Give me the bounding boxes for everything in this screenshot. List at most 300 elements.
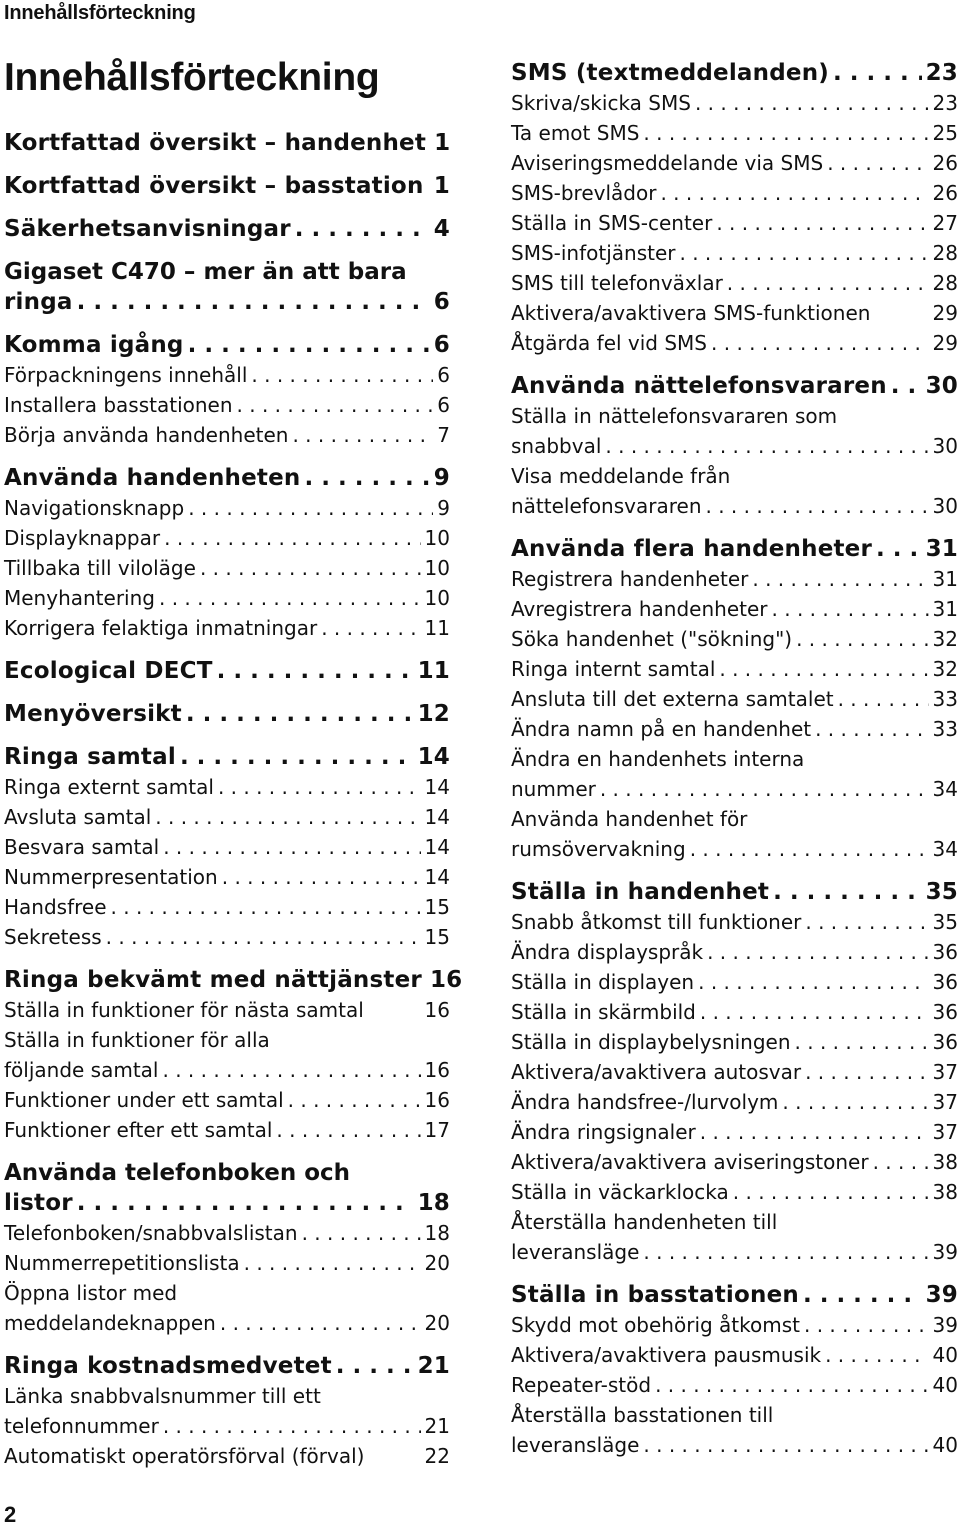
- entry-title: Ansluta till det externa samtalet: [511, 687, 834, 711]
- entry-row: [4, 1308, 450, 1338]
- entry-page-number: 1: [433, 173, 450, 199]
- dot-leader: [805, 1057, 928, 1087]
- dot-leader: [655, 1370, 928, 1400]
- dot-leader: [795, 1027, 929, 1057]
- entry-title: Söka handenhet ("sökning"): [511, 627, 793, 651]
- entry-title-line: Ändra en handenhets interna: [511, 747, 805, 771]
- entry-row: [4, 742, 450, 772]
- entry-page-number: 16: [429, 967, 463, 993]
- entry-page-number: 32: [932, 657, 958, 681]
- entry-page-number: 40: [932, 1343, 958, 1367]
- entry-title-line: Länka snabbvalsnummer till ett: [4, 1384, 321, 1408]
- toc-section-entry[interactable]: [511, 967, 958, 997]
- entry-title: Börja använda handenheten: [4, 423, 289, 447]
- entry-page-number: 14: [417, 744, 450, 770]
- entry-title: Nummerpresentation: [4, 865, 218, 889]
- toc-section-entry[interactable]: [511, 1207, 958, 1267]
- toc-chapter-entry[interactable]: [511, 1280, 958, 1310]
- entry-title: Ringa internt samtal: [511, 657, 716, 681]
- entry-row: [511, 118, 958, 148]
- dot-leader: [752, 564, 928, 594]
- toc-chapter-entry[interactable]: [4, 1351, 450, 1381]
- toc-chapter-entry[interactable]: [511, 534, 958, 564]
- toc-section-entry[interactable]: [4, 1278, 450, 1338]
- entry-title: listor: [4, 1190, 73, 1216]
- entry-page-number: 40: [932, 1433, 958, 1457]
- entry-row: [4, 1218, 450, 1248]
- entry-title: Avsluta samtal: [4, 805, 152, 829]
- entry-page-number: 21: [424, 1414, 450, 1438]
- dot-leader: [188, 330, 430, 360]
- toc-section-entry[interactable]: [4, 1085, 450, 1115]
- dot-leader: [111, 892, 421, 922]
- toc-chapter-entry[interactable]: [4, 742, 450, 772]
- toc-section-entry[interactable]: [4, 1218, 450, 1248]
- dot-leader: [605, 431, 928, 461]
- entry-title: Besvara samtal: [4, 835, 160, 859]
- toc-section-entry[interactable]: [4, 360, 450, 390]
- entry-page-number: 38: [932, 1150, 958, 1174]
- dot-leader: [876, 534, 922, 564]
- toc-section-entry[interactable]: [511, 88, 958, 118]
- entry-title: Ställa in SMS-center: [511, 211, 713, 235]
- toc-chapter-entry[interactable]: [4, 1158, 450, 1218]
- toc-section-entry[interactable]: [511, 328, 958, 358]
- toc-chapter-entry[interactable]: [511, 58, 958, 88]
- dot-leader: [237, 390, 434, 420]
- entry-row: [4, 613, 450, 643]
- dot-leader: [706, 491, 929, 521]
- toc-section-entry[interactable]: [4, 390, 450, 420]
- entry-row: [511, 1310, 958, 1340]
- toc-section-entry[interactable]: [511, 148, 958, 178]
- toc-section-entry[interactable]: [4, 523, 450, 553]
- entry-title: Ändra namn på en handenhet: [511, 717, 812, 741]
- toc-section-entry[interactable]: [511, 624, 958, 654]
- entry-title-line: Ställa in nättelefonsvararen som: [511, 404, 838, 428]
- toc-section-entry[interactable]: [511, 1340, 958, 1370]
- toc-section-entry[interactable]: [511, 1117, 958, 1147]
- toc-chapter-entry[interactable]: [4, 965, 463, 995]
- toc-chapter-entry[interactable]: [4, 699, 450, 729]
- dot-leader: [803, 1280, 922, 1310]
- entry-title: Förpackningens innehåll: [4, 363, 248, 387]
- dot-leader: [217, 656, 414, 686]
- toc-section-entry[interactable]: [511, 208, 958, 238]
- dot-leader: [891, 371, 922, 401]
- entry-row: [4, 965, 463, 995]
- toc-chapter-entry[interactable]: [4, 463, 450, 493]
- toc-section-entry[interactable]: [4, 1248, 450, 1278]
- entry-page-number: 18: [424, 1221, 450, 1245]
- toc-section-entry[interactable]: [4, 892, 450, 922]
- toc-section-entry[interactable]: [4, 583, 450, 613]
- dot-leader: [163, 1411, 421, 1441]
- toc-section-entry[interactable]: [4, 832, 450, 862]
- entry-title: leveransläge: [511, 1240, 640, 1264]
- toc-section-entry[interactable]: [511, 1400, 958, 1460]
- entry-title: Registrera handenheter: [511, 567, 749, 591]
- entry-page-number: 35: [925, 879, 958, 905]
- entry-page-number: 33: [932, 687, 958, 711]
- dot-leader: [159, 583, 421, 613]
- page-title: Innehållsförteckning: [4, 56, 380, 99]
- entry-page-number: 6: [433, 332, 450, 358]
- entry-page-number: 6: [437, 363, 450, 387]
- toc-chapter-entry[interactable]: [4, 171, 450, 201]
- toc-chapter-entry[interactable]: [4, 128, 450, 158]
- entry-page-number: 7: [437, 423, 450, 447]
- dot-leader: [321, 613, 420, 643]
- toc-section-entry[interactable]: [4, 613, 450, 643]
- entry-page-number: 6: [437, 393, 450, 417]
- dot-leader: [700, 997, 929, 1027]
- toc-section-entry[interactable]: [4, 420, 450, 450]
- toc-section-entry[interactable]: [511, 1147, 958, 1177]
- entry-page-number: 25: [932, 121, 958, 145]
- entry-row: [511, 371, 958, 401]
- entry-title: Menyhantering: [4, 586, 155, 610]
- dot-leader: [733, 1177, 929, 1207]
- dot-leader: [276, 1115, 420, 1145]
- entry-page-number: 26: [932, 151, 958, 175]
- entry-row: [4, 995, 450, 1025]
- entry-row: [511, 178, 958, 208]
- entry-row: [511, 774, 958, 804]
- entry-row: [4, 772, 450, 802]
- entry-row: [4, 1055, 450, 1085]
- entry-row: [511, 88, 958, 118]
- dot-leader: [180, 742, 414, 772]
- dot-leader: [643, 118, 928, 148]
- entry-row: [4, 330, 450, 360]
- toc-chapter-entry[interactable]: [4, 330, 450, 360]
- dot-leader: [244, 1248, 421, 1278]
- toc-section-entry[interactable]: [4, 995, 450, 1025]
- entry-page-number: 40: [932, 1373, 958, 1397]
- dot-leader: [163, 832, 420, 862]
- toc-section-entry[interactable]: [511, 461, 958, 521]
- toc-section-entry[interactable]: [511, 804, 958, 864]
- toc-section-entry[interactable]: [511, 1370, 958, 1400]
- entry-page-number: 38: [932, 1180, 958, 1204]
- entry-title: Ecological DECT: [4, 658, 213, 684]
- entry-row: [511, 1117, 958, 1147]
- dot-leader: [825, 1340, 928, 1370]
- toc-section-entry[interactable]: [4, 1115, 450, 1145]
- entry-row: [511, 654, 958, 684]
- toc-chapter-entry[interactable]: [511, 371, 958, 401]
- dot-leader: [833, 58, 922, 88]
- entry-title: SMS-brevlådor: [511, 181, 657, 205]
- entry-page-number: 14: [424, 865, 450, 889]
- entry-title: Använda nättelefonsvararen: [511, 373, 887, 399]
- entry-title: Skydd mot obehörig åtkomst: [511, 1313, 800, 1337]
- entry-page-number: 37: [932, 1060, 958, 1084]
- toc-section-entry[interactable]: [511, 594, 958, 624]
- entry-page-number: 10: [424, 556, 450, 580]
- entry-row: [511, 684, 958, 714]
- entry-row: [511, 148, 958, 178]
- dot-leader: [773, 877, 921, 907]
- dot-leader: [782, 1087, 928, 1117]
- entry-title-line: Ställa in funktioner för alla: [4, 1028, 270, 1052]
- entry-page-number: 1: [434, 130, 451, 156]
- entry-page-number: 11: [417, 658, 450, 684]
- toc-section-entry[interactable]: [511, 268, 958, 298]
- toc-chapter-entry[interactable]: [4, 656, 450, 686]
- entry-page-number: 37: [932, 1090, 958, 1114]
- entry-title: Aktivera/avaktivera pausmusik: [511, 1343, 822, 1367]
- entry-title: Ändra ringsignaler: [511, 1120, 696, 1144]
- dot-leader: [155, 802, 420, 832]
- entry-title: Ändra handsfree-/lurvolym: [511, 1090, 779, 1114]
- entry-title: Ändra displayspråk: [511, 940, 704, 964]
- entry-title: Aktivera/avaktivera autosvar: [511, 1060, 802, 1084]
- entry-page-number: 30: [932, 494, 958, 518]
- entry-page-number: 16: [424, 998, 450, 1022]
- entry-page-number: 16: [424, 1058, 450, 1082]
- entry-page-number: 14: [424, 775, 450, 799]
- entry-page-number: 39: [932, 1313, 958, 1337]
- toc-section-entry[interactable]: [511, 714, 958, 744]
- toc-section-entry[interactable]: [511, 1057, 958, 1087]
- dot-leader: [305, 463, 430, 493]
- entry-title: Funktioner under ett samtal: [4, 1088, 284, 1112]
- toc-chapter-entry[interactable]: [511, 877, 958, 907]
- dot-leader: [711, 328, 929, 358]
- dot-leader: [804, 1310, 929, 1340]
- entry-page-number: 26: [932, 181, 958, 205]
- entry-row: [511, 328, 958, 358]
- entry-title: Snabb åtkomst till funktioner: [511, 910, 802, 934]
- toc-section-entry[interactable]: [4, 922, 450, 952]
- entry-row: [511, 1177, 958, 1207]
- toc-section-entry[interactable]: [511, 564, 958, 594]
- entry-title: nummer: [511, 777, 596, 801]
- entry-row: [511, 58, 958, 88]
- entry-page-number: 14: [424, 805, 450, 829]
- entry-title: Telefonboken/snabbvalslistan: [4, 1221, 298, 1245]
- entry-page-number: 14: [424, 835, 450, 859]
- entry-row: [511, 238, 958, 268]
- entry-row: [511, 1057, 958, 1087]
- dot-leader: [77, 1188, 414, 1218]
- dot-leader: [222, 862, 421, 892]
- dot-leader: [660, 178, 928, 208]
- entry-page-number: 20: [424, 1311, 450, 1335]
- entry-page-number: 36: [932, 1000, 958, 1024]
- entry-title: nättelefonsvararen: [511, 494, 702, 518]
- entry-row: [4, 1085, 450, 1115]
- entry-title: Navigationsknapp: [4, 496, 185, 520]
- entry-row: [511, 1237, 958, 1267]
- toc-chapter-entry[interactable]: [4, 214, 450, 244]
- dot-leader: [698, 967, 928, 997]
- entry-title: leveransläge: [511, 1433, 640, 1457]
- toc-section-entry[interactable]: [511, 654, 958, 684]
- entry-row: [511, 937, 958, 967]
- dot-leader: [106, 922, 421, 952]
- toc-left-column: [4, 128, 463, 1471]
- entry-title: Säkerhetsanvisningar: [4, 216, 291, 242]
- entry-title: Ringa bekvämt med nättjänster: [4, 967, 422, 993]
- toc-section-entry[interactable]: [4, 1441, 450, 1471]
- entry-row: [4, 1441, 450, 1471]
- toc-section-entry[interactable]: [511, 298, 958, 328]
- toc-section-entry[interactable]: [4, 802, 450, 832]
- dot-leader: [643, 1430, 928, 1460]
- dot-leader: [700, 1117, 929, 1147]
- entry-row: [511, 834, 958, 864]
- entry-title-line: Återställa basstationen till: [511, 1403, 774, 1427]
- entry-page-number: 12: [417, 701, 450, 727]
- entry-page-number: 15: [424, 925, 450, 949]
- entry-row: [511, 534, 958, 564]
- toc-section-entry[interactable]: [4, 1025, 450, 1085]
- toc-section-entry[interactable]: [511, 997, 958, 1027]
- entry-title: SMS (textmeddelanden): [511, 60, 829, 86]
- toc-section-entry[interactable]: [511, 937, 958, 967]
- toc-section-entry[interactable]: [511, 1027, 958, 1057]
- entry-title: Kortfattad översikt – handenhet: [4, 130, 427, 156]
- toc-section-entry[interactable]: [511, 1177, 958, 1207]
- toc-section-entry[interactable]: [511, 907, 958, 937]
- entry-page-number: 27: [932, 211, 958, 235]
- entry-title: SMS-infotjänster: [511, 241, 676, 265]
- entry-page-number: 30: [932, 434, 958, 458]
- dot-leader: [600, 774, 929, 804]
- entry-title: ringa: [4, 289, 73, 315]
- entry-page-number: 39: [932, 1240, 958, 1264]
- entry-row: [511, 268, 958, 298]
- entry-page-number: 34: [932, 837, 958, 861]
- entry-row: [4, 523, 450, 553]
- entry-row: [4, 1411, 450, 1441]
- entry-page-number: 28: [932, 241, 958, 265]
- entry-title: Använda flera handenheter: [511, 536, 873, 562]
- toc-section-entry[interactable]: [511, 1310, 958, 1340]
- entry-page-number: 9: [437, 496, 450, 520]
- toc-section-entry[interactable]: [511, 1087, 958, 1117]
- entry-title: Ta emot SMS: [511, 121, 640, 145]
- entry-page-number: 31: [925, 536, 958, 562]
- entry-title-line: Återställa handenheten till: [511, 1210, 778, 1234]
- entry-row: [511, 1147, 958, 1177]
- dot-leader: [292, 420, 433, 450]
- entry-page-number: 21: [417, 1353, 450, 1379]
- entry-row: [511, 877, 958, 907]
- entry-title: Avregistrera handenheter: [511, 597, 768, 621]
- entry-row: [4, 360, 450, 390]
- toc-section-entry[interactable]: [4, 862, 450, 892]
- toc-section-entry[interactable]: [511, 744, 958, 804]
- dot-leader: [77, 287, 430, 317]
- entry-title: Använda handenheten: [4, 465, 301, 491]
- entry-row: [511, 624, 958, 654]
- entry-row: [511, 431, 958, 461]
- dot-leader: [772, 594, 929, 624]
- toc-section-entry[interactable]: [4, 553, 450, 583]
- entry-row: [4, 832, 450, 862]
- dot-leader: [695, 88, 929, 118]
- entry-page-number: 36: [932, 1030, 958, 1054]
- dot-leader: [163, 1055, 421, 1085]
- toc-section-entry[interactable]: [511, 684, 958, 714]
- toc-section-entry[interactable]: [4, 493, 450, 523]
- entry-title: Repeater-stöd: [511, 1373, 652, 1397]
- entry-page-number: 29: [932, 301, 958, 325]
- toc-section-entry[interactable]: [511, 238, 958, 268]
- dot-leader: [873, 1147, 929, 1177]
- toc-section-entry[interactable]: [4, 772, 450, 802]
- entry-page-number: 33: [932, 717, 958, 741]
- entry-row: [4, 1248, 450, 1278]
- entry-page-number: 20: [424, 1251, 450, 1275]
- entry-row: [4, 922, 450, 952]
- dot-leader: [827, 148, 928, 178]
- toc-section-entry[interactable]: [4, 1381, 450, 1441]
- entry-page-number: 18: [417, 1190, 450, 1216]
- toc-section-entry[interactable]: [511, 178, 958, 208]
- dot-leader: [251, 360, 433, 390]
- entry-page-number: 6: [433, 289, 450, 315]
- entry-page-number: 31: [932, 597, 958, 621]
- entry-row: [511, 907, 958, 937]
- entry-title: Ställa in displayen: [511, 970, 695, 994]
- entry-row: [4, 463, 450, 493]
- dot-leader: [302, 1218, 421, 1248]
- dot-leader: [164, 523, 420, 553]
- entry-row: [4, 214, 450, 244]
- entry-page-number: 37: [932, 1120, 958, 1144]
- entry-row: [511, 1087, 958, 1117]
- entry-title: Aviseringsmeddelande via SMS: [511, 151, 824, 175]
- entry-row: [511, 997, 958, 1027]
- entry-title: Ställa in displaybelysningen: [511, 1030, 791, 1054]
- entry-row: [4, 656, 450, 686]
- toc-chapter-entry[interactable]: [4, 257, 450, 317]
- entry-title: Ställa in handenhet: [511, 879, 770, 905]
- entry-row: [511, 491, 958, 521]
- entry-title: Korrigera felaktiga inmatningar: [4, 616, 318, 640]
- dot-leader: [690, 834, 929, 864]
- entry-row: [511, 564, 958, 594]
- entry-title: Aktivera/avaktivera aviseringstoner: [511, 1150, 869, 1174]
- toc-section-entry[interactable]: [511, 118, 958, 148]
- entry-page-number: 36: [932, 940, 958, 964]
- entry-page-number: 22: [424, 1444, 450, 1468]
- entry-title: Komma igång: [4, 332, 184, 358]
- entry-title: Ringa externt samtal: [4, 775, 214, 799]
- entry-page-number: 10: [424, 526, 450, 550]
- entry-row: [511, 1280, 958, 1310]
- entry-page-number: 15: [424, 895, 450, 919]
- entry-title: Ringa samtal: [4, 744, 176, 770]
- entry-title: Kortfattad översikt – basstation: [4, 173, 424, 199]
- entry-title: snabbval: [511, 434, 602, 458]
- entry-row: [4, 171, 450, 201]
- entry-page-number: 30: [925, 373, 958, 399]
- entry-row: [511, 1430, 958, 1460]
- entry-row: [511, 714, 958, 744]
- entry-title: Ställa in skärmbild: [511, 1000, 696, 1024]
- dot-leader: [295, 214, 430, 244]
- entry-title: Ställa in basstationen: [511, 1282, 799, 1308]
- page-number: 2: [4, 1502, 17, 1527]
- entry-title: Menyöversikt: [4, 701, 182, 727]
- toc-section-entry[interactable]: [511, 401, 958, 461]
